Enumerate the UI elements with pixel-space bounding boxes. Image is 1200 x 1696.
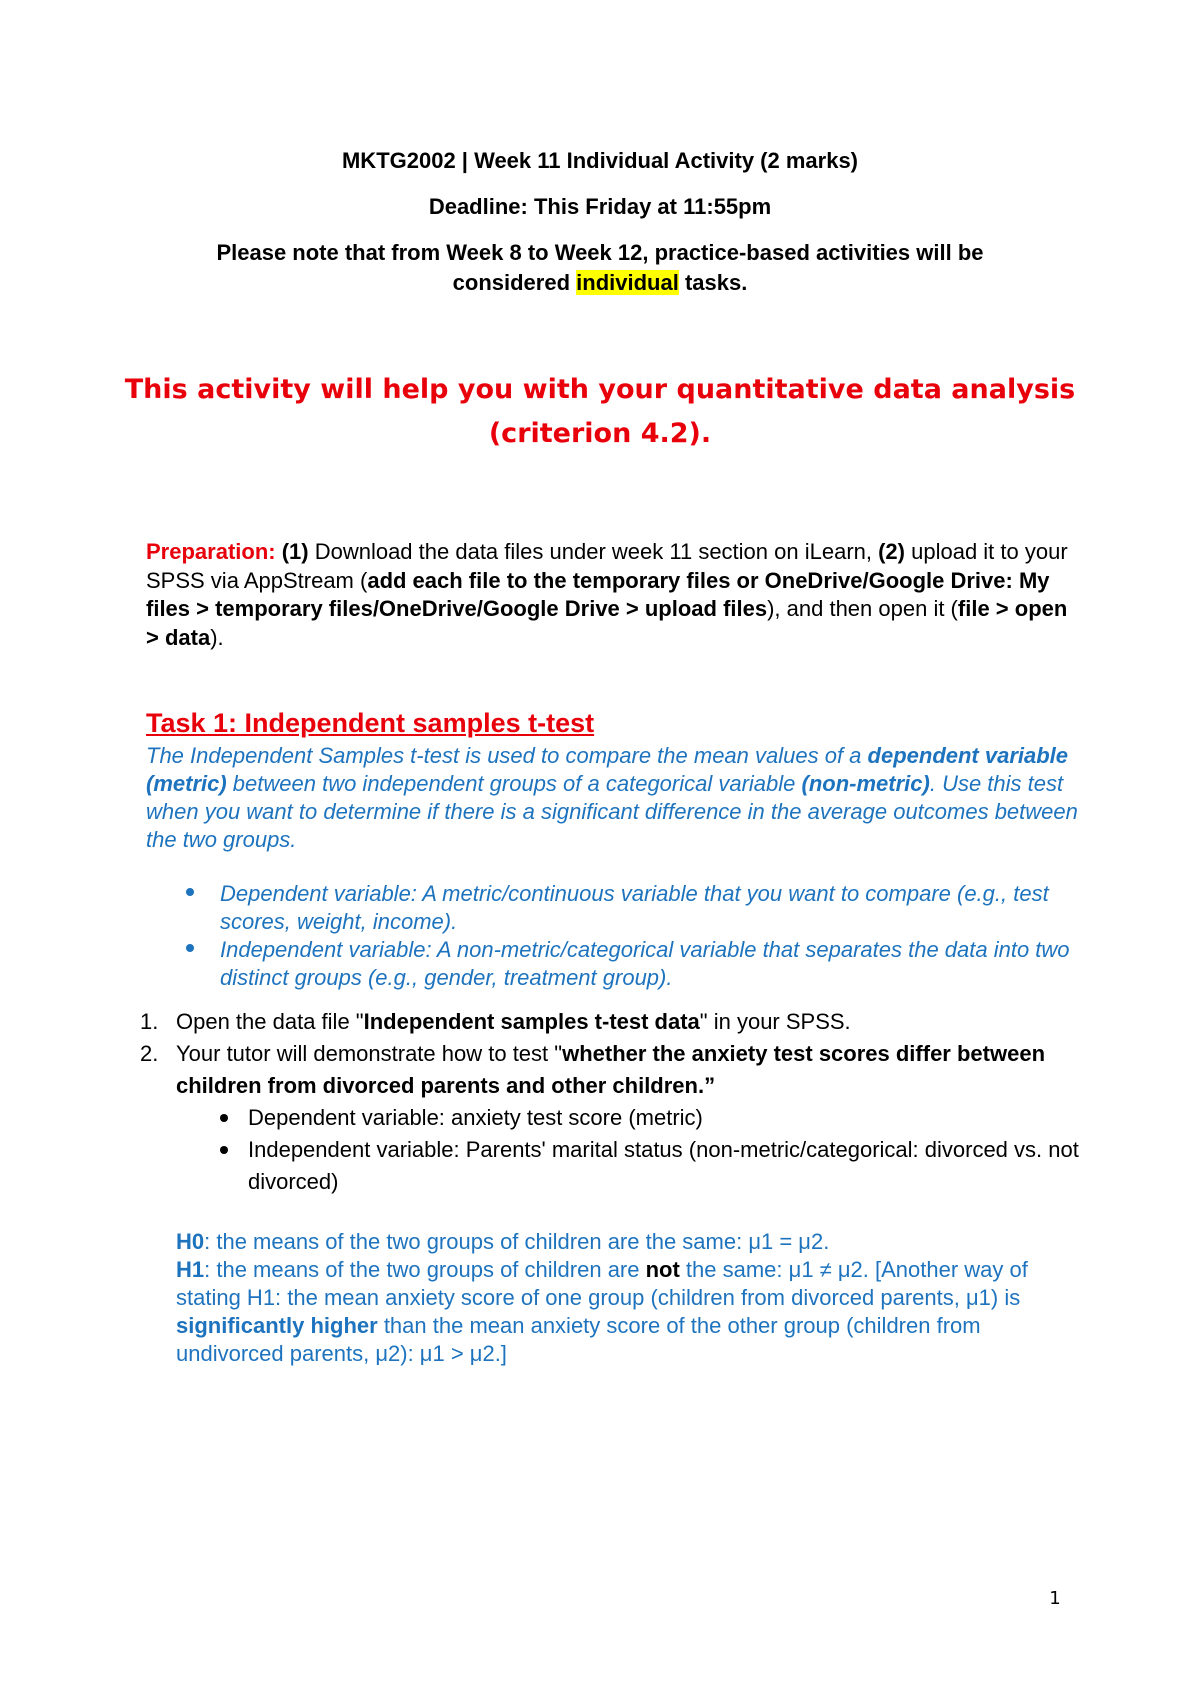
bullet-text: Dependent variable: A metric/continuous variable that you want to compare (e.g., test scores, weight, income). [220,881,1049,934]
variable-definitions-list [182,880,1082,992]
bullet-icon [186,944,194,952]
bullet-text: Independent variable: Parents' marital status (non-metric/categorical: divorced vs. not divorced) [248,1137,1079,1194]
desc-part2: between two independent groups of a categorical variable [226,771,802,796]
prep-open-path: file > open > data [146,596,1068,650]
prep-step1-num: (1) [275,539,309,564]
intro-heading-line-1: This activity will help you with your quantitative data analysis [124,374,1076,405]
desc-bold-nonmetric: (non-metric) [801,771,930,796]
bullet-icon [186,888,194,896]
prep-step2-num: (2) [878,539,905,564]
h1-label: H1 [176,1257,205,1282]
h1-text-b: the same: μ1 ≠ μ2. [Another way of stating H1: the mean anxiety score of one group (children from divorced parents, μ1) is [176,1257,1028,1310]
list-item [136,1038,1086,1198]
bullet-text: Independent variable: A non-metric/categorical variable that separates the data into two distinct groups (e.g., gender, treatment group). [220,937,1070,990]
h1-not: not [645,1257,680,1282]
bullet-text: Dependent variable: anxiety test score (metric) [248,1105,703,1130]
note-line-2 [0,268,1200,298]
desc-part3: . Use this test when you want to determine if there is a significant difference in the average outcomes between the two groups. [146,771,1078,852]
step-pre: Your tutor will demonstrate how to test " [176,1041,563,1066]
note-line-1: Please note that from Week 8 to Week 12, practice-based activities will be [216,240,984,265]
h1-paragraph [176,1256,1076,1368]
preparation-paragraph [146,538,1076,652]
prep-upload-path: add each file to the temporary files or OneDrive/Google Drive: My files > temporary files/OneDrive/Google Drive > upload files [146,567,1050,621]
step-bold: Independent samples t-test data [363,1009,700,1034]
step-number: 2. [140,1041,159,1066]
intro-heading-line-2: (criterion 4.2). [488,418,712,449]
prep-end-text: ). [210,624,224,650]
page-number: 1 [1049,1588,1061,1609]
bullet-icon [220,1146,228,1154]
h1-text-a: : the means of the two groups of children are [204,1257,646,1282]
step-bold: whether the anxiety test scores differ between children from divorced parents and other children.” [176,1041,1046,1098]
list-item [136,1006,1086,1038]
variables-sub-list [176,1102,1086,1198]
hypotheses-block [176,1228,1076,1368]
step-post: " in your SPSS. [699,1009,851,1034]
task1-description [146,742,1081,854]
list-item [176,1102,1086,1134]
deadline-line: Deadline: This Friday at 11:55pm [428,194,772,219]
bullet-icon [220,1114,228,1122]
h0-line [176,1228,1076,1256]
task1-steps-list [136,1006,1086,1198]
prep-step2-text: upload it to your SPSS via AppStream ( [146,539,1068,593]
desc-part1: The Independent Samples t-test is used to compare the mean values of a [146,743,868,768]
note-post: tasks. [678,270,748,295]
individual-highlight: individual [576,270,679,295]
note-pre: considered [452,270,577,295]
prep-mid-text: ), and then open it ( [767,596,958,621]
preparation-label: Preparation: [146,539,276,564]
prep-step1-text: Download the data files under week 11 section on iLearn, [308,539,879,564]
list-item [176,1134,1086,1198]
step-number: 1. [140,1009,159,1034]
step-pre: Open the data file " [176,1009,364,1034]
desc-bold-dependent: dependent variable (metric) [146,743,1069,796]
h1-significantly-higher: significantly higher [176,1313,378,1338]
list-item [182,880,1082,936]
task1-title: Task 1: Independent samples t-test [146,708,595,738]
list-item [182,936,1082,992]
h0-text: : the means of the two groups of children are the same: μ1 = μ2. [204,1229,830,1254]
document-title: MKTG2002 | Week 11 Individual Activity (2 marks) [341,148,859,173]
h0-label: H0 [176,1229,205,1254]
h1-text-c: than the mean anxiety score of the other group (children from undivorced parents, μ2): μ1 > μ2.] [176,1313,981,1366]
